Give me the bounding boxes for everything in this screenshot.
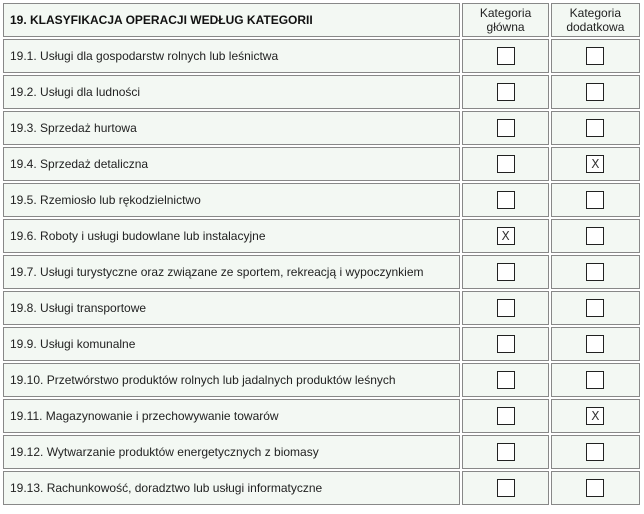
operations-classification-form <box>1 1 642 512</box>
main-category-checkbox[interactable] <box>497 83 515 101</box>
additional-category-cell <box>551 435 640 469</box>
main-category-cell <box>462 219 548 253</box>
main-category-cell <box>462 435 548 469</box>
additional-category-cell <box>551 219 640 253</box>
additional-category-cell <box>551 39 640 73</box>
column-header-extra-line1: Kategoria <box>569 6 622 20</box>
main-category-checkbox[interactable] <box>497 119 515 137</box>
additional-category-cell <box>551 327 640 361</box>
main-category-checkbox[interactable] <box>497 371 515 389</box>
additional-category-checkbox[interactable] <box>586 83 604 101</box>
main-category-checkbox[interactable] <box>497 407 515 425</box>
category-label: 19.6. Roboty i usługi budowlane lub instalacyjne <box>3 219 460 253</box>
column-header-main-line1: Kategoria <box>479 6 532 20</box>
main-category-cell <box>462 363 548 397</box>
table-row <box>3 327 640 361</box>
additional-category-checkbox[interactable] <box>586 263 604 281</box>
main-category-cell <box>462 471 548 505</box>
classification-table <box>1 1 642 507</box>
additional-category-checkbox[interactable] <box>586 479 604 497</box>
additional-category-checkbox[interactable]: X <box>586 155 604 173</box>
additional-category-checkbox[interactable] <box>586 227 604 245</box>
additional-category-cell <box>551 399 640 433</box>
table-row <box>3 147 640 181</box>
column-header-main-line2: główna <box>486 20 525 34</box>
category-label: 19.5. Rzemiosło lub rękodzielnictwo <box>3 183 460 217</box>
category-label: 19.1. Usługi dla gospodarstw rolnych lub leśnictwa <box>3 39 460 73</box>
main-category-cell <box>462 75 548 109</box>
main-category-cell <box>462 291 548 325</box>
main-category-checkbox[interactable] <box>497 479 515 497</box>
main-category-checkbox[interactable] <box>497 443 515 461</box>
category-label: 19.3. Sprzedaż hurtowa <box>3 111 460 145</box>
additional-category-cell <box>551 471 640 505</box>
category-label: 19.7. Usługi turystyczne oraz związane ze sportem, rekreacją i wypoczynkiem <box>3 255 460 289</box>
table-row <box>3 183 640 217</box>
table-row <box>3 363 640 397</box>
category-label: 19.4. Sprzedaż detaliczna <box>3 147 460 181</box>
additional-category-cell <box>551 255 640 289</box>
additional-category-cell <box>551 291 640 325</box>
additional-category-cell <box>551 75 640 109</box>
main-category-checkbox[interactable] <box>497 335 515 353</box>
table-row <box>3 219 640 253</box>
section-title: 19. KLASYFIKACJA OPERACJI WEDŁUG KATEGORII <box>3 3 460 37</box>
column-header-extra-line2: dodatkowa <box>566 20 625 34</box>
table-row <box>3 111 640 145</box>
additional-category-checkbox[interactable] <box>586 47 604 65</box>
additional-category-checkbox[interactable] <box>586 443 604 461</box>
additional-category-checkbox[interactable] <box>586 299 604 317</box>
category-label: 19.8. Usługi transportowe <box>3 291 460 325</box>
additional-category-checkbox[interactable]: X <box>586 407 604 425</box>
table-row <box>3 39 640 73</box>
column-header-additional-category <box>551 3 640 37</box>
category-label: 19.10. Przetwórstwo produktów rolnych lub jadalnych produktów leśnych <box>3 363 460 397</box>
additional-category-cell <box>551 183 640 217</box>
main-category-checkbox[interactable] <box>497 263 515 281</box>
table-row <box>3 291 640 325</box>
category-label: 19.12. Wytwarzanie produktów energetycznych z biomasy <box>3 435 460 469</box>
additional-category-cell <box>551 363 640 397</box>
additional-category-cell <box>551 111 640 145</box>
category-label: 19.9. Usługi komunalne <box>3 327 460 361</box>
main-category-cell <box>462 399 548 433</box>
table-row <box>3 75 640 109</box>
main-category-cell <box>462 183 548 217</box>
main-category-checkbox[interactable]: X <box>497 227 515 245</box>
main-category-cell <box>462 111 548 145</box>
additional-category-checkbox[interactable] <box>586 371 604 389</box>
category-label: 19.11. Magazynowanie i przechowywanie towarów <box>3 399 460 433</box>
additional-category-checkbox[interactable] <box>586 119 604 137</box>
main-category-cell <box>462 147 548 181</box>
main-category-checkbox[interactable] <box>497 47 515 65</box>
additional-category-cell <box>551 147 640 181</box>
category-label: 19.2. Usługi dla ludności <box>3 75 460 109</box>
main-category-cell <box>462 39 548 73</box>
main-category-cell <box>462 327 548 361</box>
additional-category-checkbox[interactable] <box>586 191 604 209</box>
main-category-checkbox[interactable] <box>497 299 515 317</box>
table-row <box>3 399 640 433</box>
table-row <box>3 435 640 469</box>
main-category-cell <box>462 255 548 289</box>
table-row <box>3 255 640 289</box>
column-header-main-category <box>462 3 548 37</box>
main-category-checkbox[interactable] <box>497 191 515 209</box>
category-label: 19.13. Rachunkowość, doradztwo lub usługi informatyczne <box>3 471 460 505</box>
main-category-checkbox[interactable] <box>497 155 515 173</box>
table-row <box>3 471 640 505</box>
additional-category-checkbox[interactable] <box>586 335 604 353</box>
table-header-row <box>3 3 640 37</box>
